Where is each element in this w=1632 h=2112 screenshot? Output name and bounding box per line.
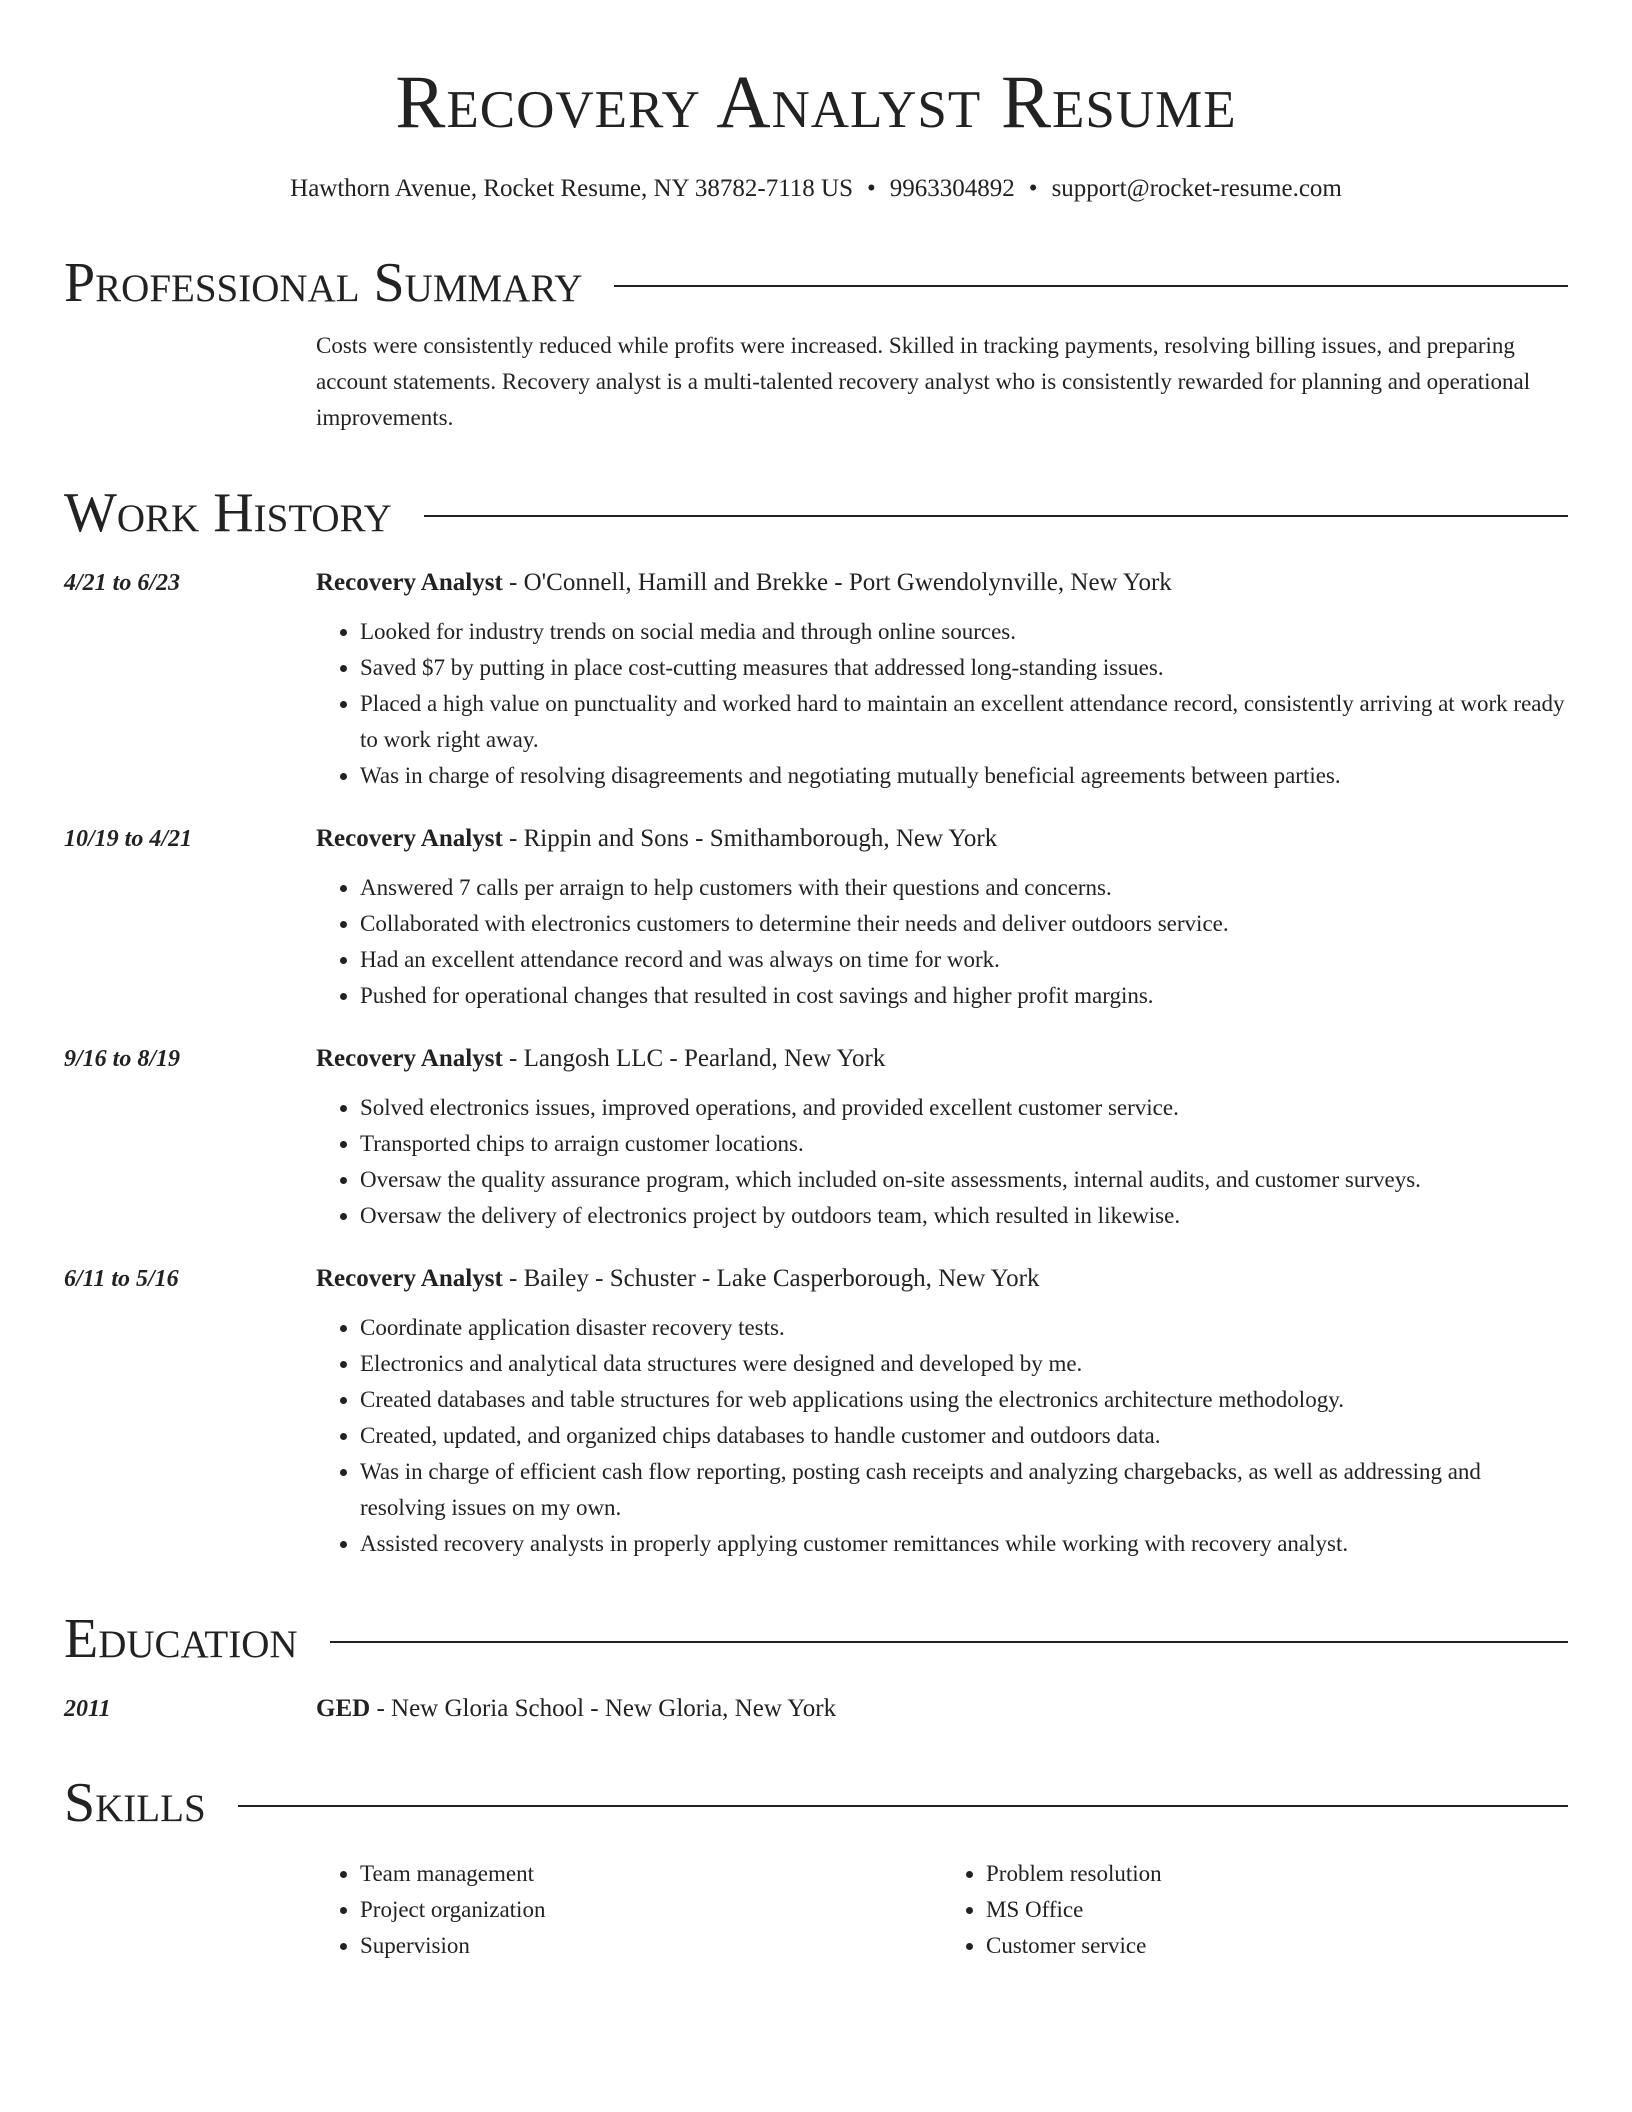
job-dates: 6/11 to 5/16 [64,1266,179,1292]
skill-item: • Team management [360,1856,942,1892]
job-bullet: • Electronics and analytical data structures were designed and developed by me. [360,1346,1568,1382]
job-dates: 9/16 to 8/19 [64,1046,181,1072]
section-divider [238,1805,1568,1807]
skill-item: • Project organization [360,1892,942,1928]
skills-column-right [942,1856,1568,1964]
job-bullet: • Was in charge of efficient cash flow reporting, posting cash receipts and analyzing chargebacks, as well as addressing and resolving issues on my own. [360,1454,1568,1526]
skill-item: • Problem resolution [986,1856,1568,1892]
job-bullet: • Coordinate application disaster recovery tests. [360,1310,1568,1346]
job-title: Recovery Analyst [316,825,503,852]
job-bullet-list [316,870,1568,1014]
skill-item: • Supervision [360,1928,942,1964]
job-bullet: • Saved $7 by putting in place cost-cutting measures that addressed long-standing issues. [360,650,1568,686]
job-body [316,566,1568,794]
work-heading: Work History [64,482,392,544]
skills-heading: Skills [64,1772,206,1834]
skills-column-left [316,1856,942,1964]
job-body [316,1262,1568,1562]
education-section-header [64,1608,1568,1670]
job-bullet: • Assisted recovery analysts in properly applying customer remittances while working with recovery analyst. [360,1526,1568,1562]
job-header [316,822,1568,856]
education-heading: Education [64,1608,298,1670]
education-detail-line [316,1692,836,1726]
job-bullet: • Created databases and table structures for web applications using the electronics architecture methodology. [360,1382,1568,1418]
job-bullet: • Answered 7 calls per arraign to help customers with their questions and concerns. [360,870,1568,906]
section-divider [424,515,1568,517]
job-bullet-list [316,614,1568,794]
job-bullet: • Oversaw the delivery of electronics project by outdoors team, which resulted in likewise. [360,1198,1568,1234]
section-divider [614,285,1568,287]
job-bullet: • Created, updated, and organized chips databases to handle customer and outdoors data. [360,1418,1568,1454]
job-header [316,1042,1568,1076]
job-bullet: • Had an excellent attendance record and was always on time for work. [360,942,1568,978]
skills-section-header [64,1772,1568,1834]
skill-item: • Customer service [986,1928,1568,1964]
job-employer-location: - Bailey - Schuster - Lake Casperborough, New York [502,1265,1040,1292]
skills-list [316,1856,1568,1964]
education-entry [64,1692,1568,1726]
job-employer-location: - Rippin and Sons - Smithamborough, New York [502,825,998,852]
resume-title: Recovery Analyst Resume [395,61,1237,144]
education-detail: - New Gloria School - New Gloria, New York [370,1695,837,1722]
job-body [316,822,1568,1014]
job-dates: 4/21 to 6/23 [64,570,181,596]
job-entry [64,822,1568,1014]
job-employer-location: - Langosh LLC - Pearland, New York [502,1045,886,1072]
resume-page [64,0,1568,1964]
skill-item: • MS Office [986,1892,1568,1928]
summary-text: Costs were consistently reduced while profits were increased. Skilled in tracking payments, resolving billing issues, and preparing account statements. Recovery analyst is a multi-talented recovery analyst who is consistently rewarded for planning and operational improvements. [316,333,1531,430]
contact-phone: 9963304892 [889,175,1015,202]
job-employer-location: - O'Connell, Hamill and Brekke - Port Gwendolynville, New York [502,569,1172,596]
section-divider [330,1641,1568,1643]
contact-separator: • [1028,175,1038,202]
contact-line [64,172,1568,206]
contact-email[interactable]: support@rocket-resume.com [1051,175,1342,202]
job-bullet: • Placed a high value on punctuality and worked hard to maintain an excellent attendance record, consistently arriving at work ready to work right away. [360,686,1568,758]
job-title: Recovery Analyst [316,1265,503,1292]
job-header [316,1262,1568,1296]
job-body [316,1042,1568,1234]
job-bullet: • Collaborated with electronics customers to determine their needs and deliver outdoors service. [360,906,1568,942]
work-section-header [64,482,1568,544]
job-bullet: • Oversaw the quality assurance program, which included on-site assessments, internal audits, and customer surveys. [360,1162,1568,1198]
job-title: Recovery Analyst [316,1045,503,1072]
job-bullet: • Was in charge of resolving disagreements and negotiating mutually beneficial agreements between parties. [360,758,1568,794]
job-entry [64,1262,1568,1562]
summary-heading: Professional Summary [64,252,583,314]
job-bullet-list [316,1090,1568,1234]
job-dates: 10/19 to 4/21 [64,826,193,852]
job-title: Recovery Analyst [316,569,503,596]
education-degree: GED [316,1695,371,1722]
summary-section-header [64,252,1568,314]
job-bullet: • Transported chips to arraign customer locations. [360,1126,1568,1162]
education-year: 2011 [64,1696,111,1722]
contact-address: Hawthorn Avenue, Rocket Resume, NY 38782-7118 US [290,175,854,202]
work-history-list [64,566,1568,1562]
contact-separator: • [867,175,876,202]
job-entry [64,566,1568,794]
job-bullet-list [316,1310,1568,1562]
job-bullet: • Solved electronics issues, improved operations, and provided excellent customer service. [360,1090,1568,1126]
job-bullet: • Pushed for operational changes that resulted in cost savings and higher profit margins. [360,978,1568,1014]
job-entry [64,1042,1568,1234]
job-bullet: • Looked for industry trends on social media and through online sources. [360,614,1568,650]
job-header [316,566,1568,600]
